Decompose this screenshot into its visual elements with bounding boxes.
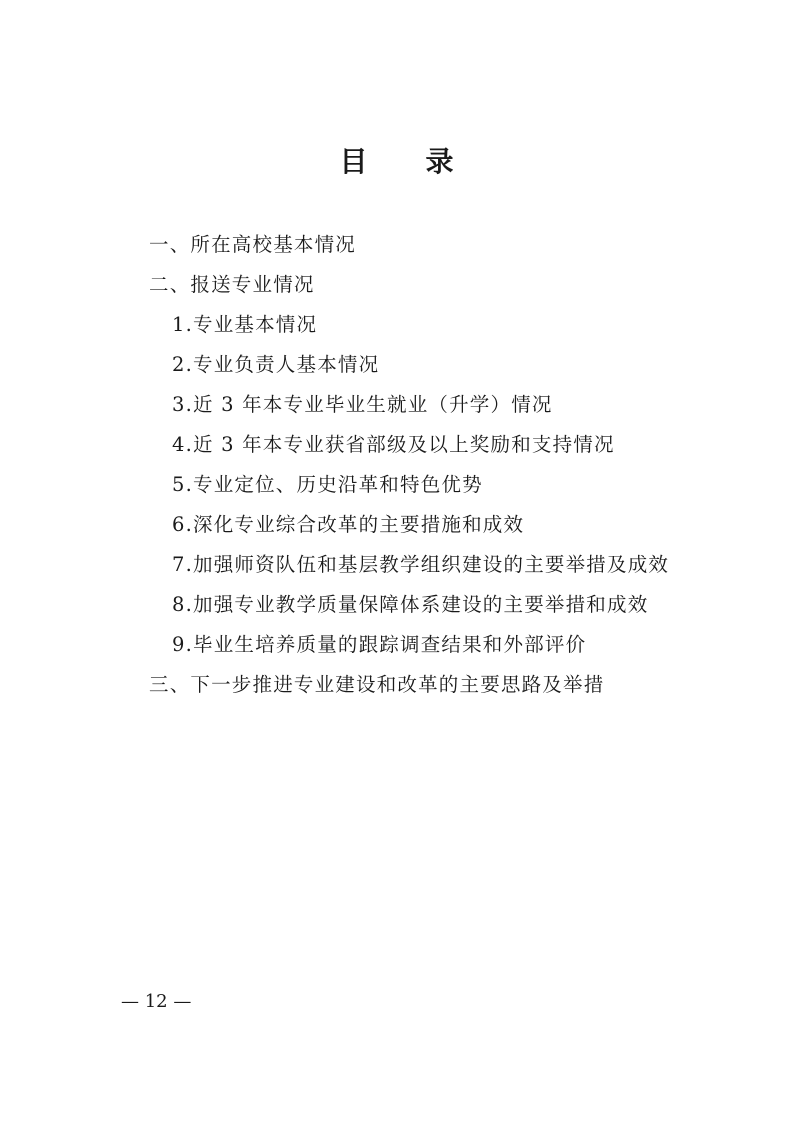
toc-item-2-3[interactable]: 3.近 3 年本专业毕业生就业（升学）情况: [172, 393, 553, 416]
toc-item-2-9[interactable]: 9.毕业生培养质量的跟踪调查结果和外部评价: [172, 633, 587, 656]
toc-item-2-5[interactable]: 5.专业定位、历史沿革和特色优势: [172, 473, 483, 496]
toc-item-2-1[interactable]: 1.专业基本情况: [172, 313, 318, 336]
toc-item-section-2[interactable]: 二、报送专业情况: [149, 273, 315, 296]
toc-item-2-4[interactable]: 4.近 3 年本专业获省部级及以上奖励和支持情况: [172, 433, 615, 456]
title-char-1: 目: [339, 145, 368, 178]
toc-item-2-6[interactable]: 6.深化专业综合改革的主要措施和成效: [172, 513, 525, 536]
toc-item-2-8[interactable]: 8.加强专业教学质量保障体系建设的主要举措和成效: [172, 593, 649, 616]
title-char-2: 录: [425, 145, 454, 178]
page-title: [0, 142, 793, 182]
toc-item-2-7[interactable]: 7.加强师资队伍和基层教学组织建设的主要举措及成效: [172, 553, 670, 576]
toc-item-section-3[interactable]: 三、下一步推进专业建设和改革的主要思路及举措: [149, 673, 605, 696]
toc-item-section-1[interactable]: 一、所在高校基本情况: [149, 233, 357, 256]
page-number: — 12 —: [121, 991, 192, 1012]
toc-item-2-2[interactable]: 2.专业负责人基本情况: [172, 353, 380, 376]
